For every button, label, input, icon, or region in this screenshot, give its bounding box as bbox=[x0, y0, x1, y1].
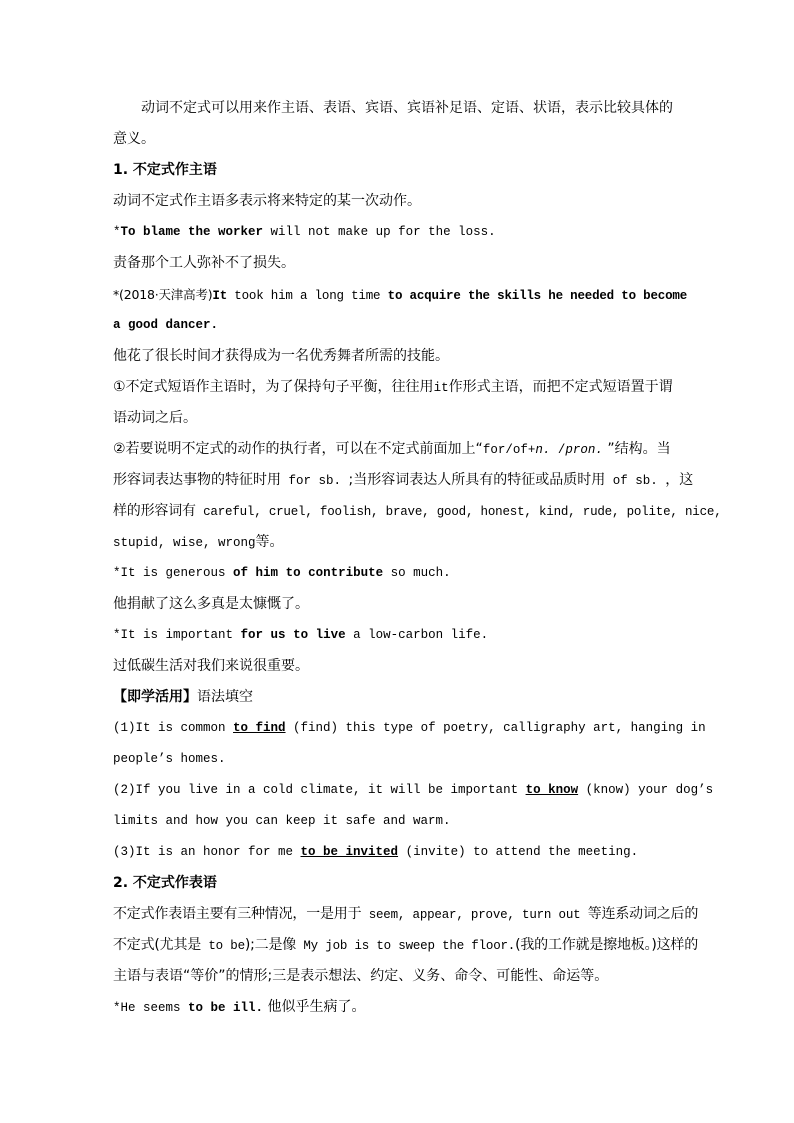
practice-q2-line-1 bbox=[113, 775, 714, 806]
note-2-a: ②若要说明不定式的动作的执行者，可以在不定式前面加上“ bbox=[113, 441, 483, 457]
example-4-mid bbox=[286, 628, 294, 642]
q3-b: (invite) to attend the meeting. bbox=[398, 845, 639, 859]
example-1-bold: To blame the worker bbox=[120, 225, 264, 239]
example-3-bold-1: of him bbox=[233, 566, 279, 580]
example-3 bbox=[113, 558, 683, 589]
s2-p2-en-2: My job is to sweep the floor. bbox=[296, 939, 516, 953]
note-2-line-2 bbox=[113, 465, 694, 496]
section1-desc: 动词不定式作主语多表示将来特定的某一次动作。 bbox=[113, 193, 421, 209]
s2-ex1-start: *He seems bbox=[113, 1001, 189, 1015]
example-1-translation: 责备那个工人弥补不了损失。 bbox=[113, 255, 295, 271]
q2-a: (2)If you live in a cold climate, it will be important bbox=[113, 783, 526, 797]
practice-title: 语法填空 bbox=[197, 689, 253, 705]
section2-example-1 bbox=[113, 992, 683, 1023]
note-2-line-3 bbox=[113, 496, 722, 527]
s2-p2-a: 不定式(尤其是 bbox=[113, 937, 202, 953]
note-2-of-sb: of sb. bbox=[605, 474, 666, 488]
example-4-bold-2: to live bbox=[293, 628, 346, 642]
q2-b: (know) your dog’s bbox=[578, 783, 714, 797]
note-2-n: n. bbox=[535, 443, 551, 457]
section1-heading: 1. 不定式作主语 bbox=[113, 162, 217, 178]
section2-line-3: 主语与表语“等价”的情形;三是表示想法、约定、义务、命令、可能性、命运等。 bbox=[113, 968, 609, 984]
example-3-start: *It is generous bbox=[113, 566, 234, 580]
s2-p2-c: (我的工作就是擦地板。)这样的 bbox=[515, 937, 699, 953]
example-4-start: *It is important bbox=[113, 628, 241, 642]
example-4-translation: 过低碳生活对我们来说很重要。 bbox=[113, 658, 309, 674]
note-1-line-2: 语动词之后。 bbox=[113, 410, 197, 426]
practice-label: 【即学活用】 bbox=[113, 689, 197, 705]
note-2-b: ”结构。当 bbox=[602, 441, 671, 457]
example-1 bbox=[113, 217, 683, 248]
note-1-it: it bbox=[433, 381, 449, 395]
example-4 bbox=[113, 620, 683, 651]
note-1-a: ①不定式短语作主语时，为了保持句子平衡，往往用 bbox=[113, 379, 434, 395]
q1-answer: to find bbox=[233, 721, 286, 735]
note-2-line-4 bbox=[113, 527, 683, 558]
q1-a: (1)It is common bbox=[113, 721, 234, 735]
section2-line-2 bbox=[113, 930, 699, 961]
example-2-prefix: *(2018·天津高考) bbox=[113, 287, 213, 302]
practice-q1-line-2: people’s homes. bbox=[113, 752, 226, 766]
example-1-rest: will not make up for the loss. bbox=[263, 225, 496, 239]
example-2-translation: 他花了很长时间才获得成为一名优秀舞者所需的技能。 bbox=[113, 348, 449, 364]
note-2-for-sb: for sb. bbox=[281, 474, 349, 488]
note-2-g: 等。 bbox=[255, 534, 284, 550]
example-2-line-2: a good dancer. bbox=[113, 318, 219, 332]
intro-line-1: 动词不定式可以用来作主语、表语、宾语、宾语补足语、定语、状语，表示比较具体的 bbox=[141, 100, 673, 116]
practice-q3 bbox=[113, 837, 683, 868]
note-2-adjs-2: stupid, wise, wrong bbox=[113, 536, 256, 550]
q3-a: (3)It is an honor for me bbox=[113, 845, 301, 859]
example-2-line-1 bbox=[113, 279, 687, 310]
example-1-star: * bbox=[113, 225, 121, 239]
q1-b: (find) this type of poetry, calligraphy art, hanging in bbox=[285, 721, 706, 735]
note-2-adjs-1: careful, cruel, foolish, brave, good, honest, kind, rude, polite, nice, bbox=[195, 505, 722, 519]
document-page bbox=[113, 93, 722, 1023]
note-1-line-1 bbox=[113, 372, 683, 403]
example-2-mid: took him a long time bbox=[227, 289, 388, 303]
practice-header bbox=[113, 682, 683, 713]
note-2-for-of: for/of+ bbox=[482, 443, 536, 457]
note-2-e: ，这 bbox=[665, 472, 694, 488]
example-3-bold-2: to contribute bbox=[285, 566, 384, 580]
q3-answer: to be invited bbox=[300, 845, 399, 859]
section2-line-1 bbox=[113, 899, 699, 930]
example-3-mid bbox=[278, 566, 286, 580]
practice-q1-line-1 bbox=[113, 713, 706, 744]
s2-ex1-bold: to be ill. bbox=[188, 1001, 264, 1015]
s2-p1-a: 不定式作表语主要有三种情况，一是用于 bbox=[113, 906, 362, 922]
example-3-translation: 他捐献了这么多真是太慷慨了。 bbox=[113, 596, 309, 612]
example-2-bold-1: It bbox=[212, 289, 227, 303]
note-2-pron: pron. bbox=[565, 443, 603, 457]
intro-line-2: 意义。 bbox=[113, 131, 155, 147]
section2-heading: 2. 不定式作表语 bbox=[113, 875, 217, 891]
s2-p2-en-1: to be bbox=[201, 939, 245, 953]
example-4-rest: a low-carbon life. bbox=[345, 628, 489, 642]
s2-p1-b: 等连系动词之后的 bbox=[587, 906, 699, 922]
note-2-c: 形容词表达事物的特征时用 bbox=[113, 472, 281, 488]
example-2-bold-2: to acquire the skills he needed to become bbox=[387, 289, 687, 303]
note-1-b: 作形式主语，而把不定式短语置于谓 bbox=[448, 379, 673, 395]
practice-q2-line-2: limits and how you can keep it safe and warm. bbox=[113, 814, 451, 828]
note-2-line-1 bbox=[113, 434, 683, 465]
note-2-d: ;当形容词表达人所具有的特征或品质时用 bbox=[348, 472, 606, 488]
note-2-slash: / bbox=[550, 443, 566, 457]
q2-answer: to know bbox=[525, 783, 579, 797]
s2-p1-en: seem, appear, prove, turn out bbox=[361, 908, 588, 922]
s2-p2-b: );二是像 bbox=[244, 937, 297, 953]
note-2-f: 样的形容词有 bbox=[113, 503, 196, 519]
s2-ex1-translation: 他似乎生病了。 bbox=[263, 999, 366, 1015]
example-4-bold-1: for us bbox=[240, 628, 286, 642]
example-3-rest: so much. bbox=[383, 566, 451, 580]
